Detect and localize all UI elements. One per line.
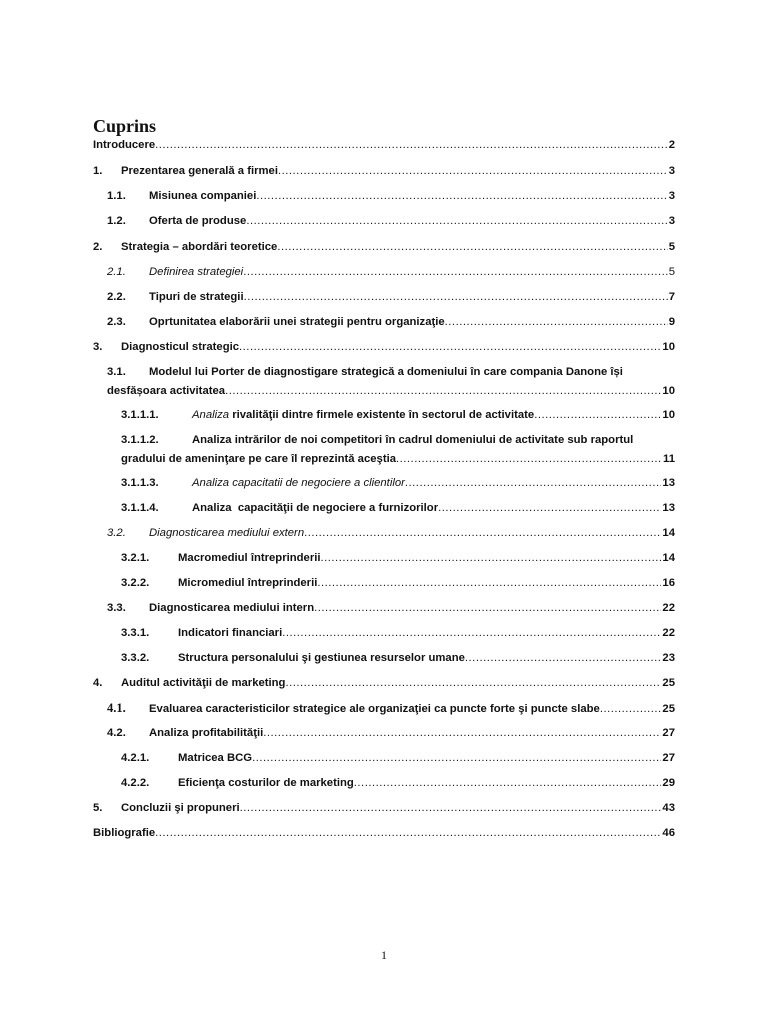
toc-entry-text-line2: gradului de ameninţare pe care îl reprezintă aceştia xyxy=(121,453,396,465)
toc-entry-number: 5. xyxy=(93,802,103,814)
dot-leader xyxy=(354,776,662,791)
toc-entry-2-2[interactable] xyxy=(107,290,675,305)
toc-entry-text: Eficienţa costurilor de marketing xyxy=(178,777,354,789)
dot-leader xyxy=(445,315,668,330)
dot-leader xyxy=(225,384,661,399)
toc-entry-page: 14 xyxy=(662,527,675,539)
toc-entry-page: 7 xyxy=(668,291,675,303)
dot-leader xyxy=(240,801,662,816)
toc-entry-number: 3.2.1. xyxy=(121,552,150,564)
dot-leader xyxy=(600,702,662,717)
dot-leader xyxy=(321,551,662,566)
toc-entry-number: 3.1.1.4. xyxy=(121,502,159,514)
toc-entry-number: 3.1.1.2. xyxy=(121,434,159,446)
toc-entry-3[interactable] xyxy=(93,340,675,355)
toc-entry-page: 5 xyxy=(668,241,675,253)
dot-leader xyxy=(282,626,661,641)
toc-entry-page: 27 xyxy=(662,727,675,739)
toc-entry-page: 16 xyxy=(662,577,675,589)
toc-entry-text: Tipuri de strategii xyxy=(149,291,244,303)
toc-entry-text: Diagnosticarea mediului extern xyxy=(149,527,305,539)
toc-entry-text: Matricea BCG xyxy=(178,752,253,764)
toc-entry-page: 22 xyxy=(662,627,675,639)
toc-entry-2[interactable] xyxy=(93,240,675,255)
toc-entry-number: 4. xyxy=(93,677,103,689)
toc-entry-text: Strategia – abordări teoretice xyxy=(121,241,278,253)
toc-entry-number: 3. xyxy=(93,341,103,353)
toc-entry-page: 2 xyxy=(668,139,675,151)
toc-entry-text-line1: Analiza intrărilor de noi competitori în cadrul domeniului de activitate sub raportul xyxy=(192,434,634,446)
toc-entry-number: 2. xyxy=(93,241,103,253)
toc-entry-page: 5 xyxy=(668,266,675,278)
toc-entry-3-1-1-2[interactable] xyxy=(121,433,675,467)
toc-entry-bibliografie[interactable] xyxy=(93,826,675,841)
toc-entry-page: 3 xyxy=(668,190,675,202)
toc-entry-text: Analiza capacităţii de negociere a furnizorilor xyxy=(192,502,439,514)
toc-entry-text: Analiza capacitatii de negociere a clientilor xyxy=(192,477,405,489)
toc-entry-number: 2.3. xyxy=(107,316,126,328)
toc-entry-number: 2.2. xyxy=(107,291,126,303)
toc-entry-number: 4.2.2. xyxy=(121,777,150,789)
dot-leader xyxy=(278,164,668,179)
toc-entry-1-2[interactable] xyxy=(107,214,675,229)
toc-entry-text: Misiunea companiei xyxy=(149,190,257,202)
dot-leader xyxy=(317,576,661,591)
dot-leader xyxy=(252,751,661,766)
toc-entry-text: Diagnosticul strategic xyxy=(121,341,240,353)
toc-entry-4[interactable] xyxy=(93,676,675,691)
toc-entry-2-3[interactable] xyxy=(107,315,675,330)
dot-leader xyxy=(239,340,661,355)
toc-entry-page: 14 xyxy=(662,552,675,564)
toc-entry-page: 22 xyxy=(662,602,675,614)
toc-entry-3-3-2[interactable] xyxy=(121,651,675,666)
toc-entry-1-1[interactable] xyxy=(107,189,675,204)
toc-entry-number: 1.1. xyxy=(107,190,126,202)
toc-entry-number: 3.3. xyxy=(107,602,126,614)
toc-entry-3-2-2[interactable] xyxy=(121,576,675,591)
dot-leader xyxy=(263,726,661,741)
toc-entry-page: 9 xyxy=(668,316,675,328)
toc-entry-text: Macromediul întreprinderii xyxy=(178,552,321,564)
toc-entry-number: 4.2. xyxy=(107,727,126,739)
dot-leader xyxy=(155,826,661,841)
toc-entry-number: 3.1.1.3. xyxy=(121,477,159,489)
toc-entry-text: Oprtunitatea elaborării unei strategii pentru organizaţie xyxy=(149,316,445,328)
toc-entry-number: 3.3.1. xyxy=(121,627,150,639)
toc-entry-page: 43 xyxy=(662,802,675,814)
toc-entry-number: 3.3.2. xyxy=(121,652,150,664)
toc-entry-text-line1: Modelul lui Porter de diagnostigare strategică a domeniului în care compania Danone își xyxy=(149,366,623,378)
toc-entry-page: 3 xyxy=(668,165,675,177)
toc-entry-3-2[interactable] xyxy=(107,526,675,541)
toc-entry-3-1[interactable] xyxy=(107,365,675,399)
toc-entry-text: Diagnosticarea mediului intern xyxy=(149,602,315,614)
toc-entry-text: Bibliografie xyxy=(93,827,156,839)
dot-leader xyxy=(155,138,668,153)
toc-entry-page: 10 xyxy=(662,341,675,353)
toc-entry-4-2-2[interactable] xyxy=(121,776,675,791)
toc-entry-text: Micromediul întreprinderii xyxy=(178,577,318,589)
dot-leader xyxy=(244,290,668,305)
dot-leader xyxy=(534,408,661,423)
toc-entry-text: Introducere xyxy=(93,139,156,151)
toc-entry-page: 27 xyxy=(662,752,675,764)
toc-entry-number: 3.2.2. xyxy=(121,577,150,589)
toc-entry-3-2-1[interactable] xyxy=(121,551,675,566)
dot-leader xyxy=(256,189,667,204)
toc-entry-text: Concluzii şi propuneri xyxy=(121,802,240,814)
toc-entry-page: 10 xyxy=(662,385,675,397)
toc-entry-text: Definirea strategiei xyxy=(149,266,244,278)
toc-entry-4-1[interactable] xyxy=(107,701,675,717)
dot-leader xyxy=(438,501,661,516)
toc-entry-text-line2: desfășoara activitatea xyxy=(107,385,226,397)
dot-leader xyxy=(246,214,667,229)
toc-entry-5[interactable] xyxy=(93,801,675,816)
toc-entry-3-1-1-3[interactable] xyxy=(121,476,675,491)
dot-leader xyxy=(277,240,667,255)
dot-leader xyxy=(243,265,668,280)
toc-entry-number: 2.1. xyxy=(107,266,126,278)
toc-entry-page: 13 xyxy=(662,477,675,489)
toc-entry-text: Evaluarea caracteristicilor strategice ale organizaţiei ca puncte forte şi puncte slabe xyxy=(149,703,600,715)
dot-leader xyxy=(465,651,662,666)
toc-entry-text: rivalităţii dintre firmele existente în sectorul de activitate xyxy=(229,409,535,421)
page-number: 1 xyxy=(381,948,387,962)
toc-entry-text: Structura personalului şi gestiunea resurselor umane xyxy=(178,652,465,664)
toc-entry-text: Indicatori financiari xyxy=(178,627,283,639)
toc-entry-page: 29 xyxy=(662,777,675,789)
toc-entry-text: Auditul activităţii de marketing xyxy=(121,677,286,689)
toc-entry-page: 25 xyxy=(662,703,675,715)
toc-entry-page: 25 xyxy=(662,677,675,689)
toc-entry-page: 23 xyxy=(662,652,675,664)
dot-leader xyxy=(285,676,661,691)
dot-leader xyxy=(396,452,662,467)
toc-entry-number: 3.1.1.1. xyxy=(121,409,159,421)
toc-entry-page: 11 xyxy=(663,453,675,465)
toc-entry-number: 1. xyxy=(93,165,103,177)
toc-entry-introducere[interactable] xyxy=(93,138,675,153)
toc-entry-number: 4.2.1. xyxy=(121,752,150,764)
dot-leader xyxy=(304,526,661,541)
toc-entry-page: 3 xyxy=(668,215,675,227)
toc-entry-3-3[interactable] xyxy=(107,601,675,616)
toc-entry-text: Prezentarea generală a firmei xyxy=(121,165,278,177)
toc-entry-3-1-1-1[interactable] xyxy=(121,408,675,423)
toc-entry-4-2-1[interactable] xyxy=(121,751,675,766)
page-title: Cuprins xyxy=(93,116,157,136)
dot-leader xyxy=(314,601,661,616)
toc-entry-1[interactable] xyxy=(93,164,675,179)
toc-entry-page: 13 xyxy=(662,502,675,514)
toc-entry-2-1[interactable] xyxy=(107,265,675,280)
toc-entry-number: 4.1. xyxy=(107,701,126,715)
toc-entry-page: 46 xyxy=(662,827,675,839)
toc-entry-text-italic: Analiza xyxy=(192,409,230,421)
toc-entry-3-1-1-4[interactable] xyxy=(121,501,675,516)
toc-entry-number: 3.1. xyxy=(107,366,126,378)
toc-entry-4-2[interactable] xyxy=(107,726,675,741)
toc-entry-page: 10 xyxy=(662,409,675,421)
toc-entry-3-3-1[interactable] xyxy=(121,626,675,641)
toc-entry-number: 3.2. xyxy=(107,527,126,539)
toc-entry-text: Analiza profitabilităţii xyxy=(149,727,264,739)
dot-leader xyxy=(405,476,662,491)
toc-entry-number: 1.2. xyxy=(107,215,126,227)
toc-entry-text: Oferta de produse xyxy=(149,215,247,227)
